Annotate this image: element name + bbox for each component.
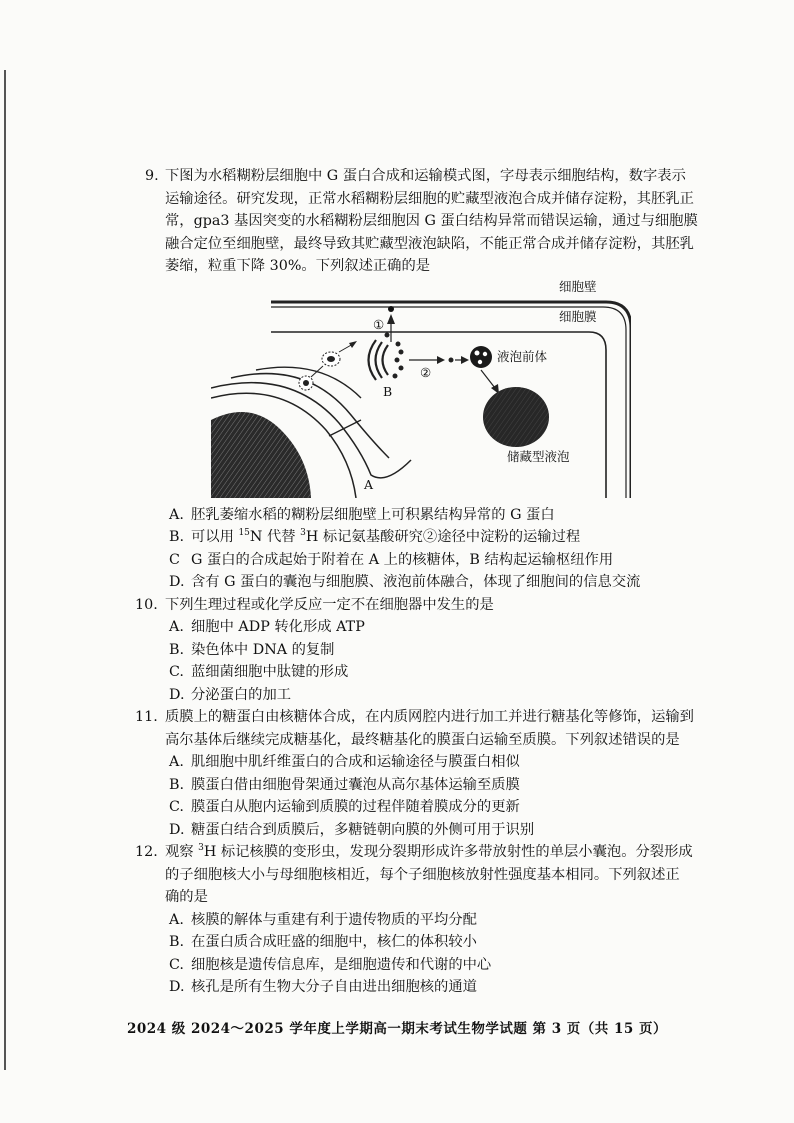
option-letter: B.: [169, 641, 185, 658]
option-letter: C: [169, 551, 180, 568]
option-letter: C.: [169, 956, 184, 973]
isotope-superscript: 3: [198, 843, 204, 854]
isotope-superscript: 15: [238, 528, 250, 539]
option-letter: B.: [169, 776, 185, 793]
option-text: 胚乳萎缩水稻的糊粉层细胞壁上可积累结构异常的 G 蛋白: [191, 506, 555, 523]
option-b: [165, 639, 705, 662]
option-text: 核膜的解体与重建有利于遗传物质的平均分配: [191, 911, 477, 928]
option-text: N 代替: [249, 529, 301, 545]
question-stem-line: 质膜上的糖蛋白由核糖体合成，在内质网腔内进行加工并进行糖基化等修饰，运输到: [165, 709, 694, 725]
question-stem-line: [165, 841, 705, 864]
question-number: 12.: [135, 844, 158, 860]
route-2-label: ②: [420, 364, 432, 380]
option-text: 膜蛋白从胞内运输到质膜的过程伴随着膜成分的更新: [191, 799, 520, 815]
option-text: 染色体中 DNA 的复制: [191, 641, 335, 658]
option-c: [165, 549, 705, 572]
option-text: G 蛋白的合成起始于附着在 A 上的核糖体，B 结构起运输枢纽作用: [191, 551, 614, 568]
vacuole-precursor-label: 液泡前体: [497, 348, 548, 364]
option-a: [165, 909, 705, 932]
option-a: [165, 751, 705, 774]
option-text: 分泌蛋白的加工: [191, 686, 292, 703]
page-footer: 2024 级 2024～2025 学年度上学期高一期末考试生物学试题 第 3 页（共 15 页）: [127, 1021, 667, 1037]
option-text: 核孔是所有生物大分子自由进出细胞核的通道: [191, 979, 477, 995]
option-text: 细胞核是遗传信息库，是细胞遗传和代谢的中心: [191, 956, 492, 973]
option-b: [165, 526, 705, 549]
option-b: [165, 931, 705, 954]
option-text: 可以用: [191, 529, 239, 545]
cell-diagram: [211, 280, 631, 498]
option-text: 细胞中 ADP 转化形成 ATP: [191, 619, 365, 635]
question-9: [145, 165, 705, 594]
question-stem-line: 的子细胞核大小与母细胞核相近，每个子细胞核放射性强度基本相同。下列叙述正: [165, 866, 680, 883]
option-text: 糖蛋白结合到质膜后，多糖链朝向膜的外侧可用于识别: [191, 821, 535, 838]
option-letter: C.: [169, 664, 184, 680]
question-stem-line: 常，gpa3 基因突变的水稻糊粉层细胞因 G 蛋白结构异常而错误运输，通过与细胞膜: [165, 213, 698, 229]
option-b: [165, 774, 705, 797]
option-a: [165, 616, 705, 639]
option-letter: B.: [169, 934, 185, 950]
option-d: [165, 819, 705, 842]
cell-membrane-label: 细胞膜: [559, 308, 597, 324]
option-letter: B.: [169, 529, 185, 545]
option-a: [165, 504, 705, 527]
question-stem-line: 运输途径。研究发现，正常水稻糊粉层细胞的贮藏型液泡合成并储存淀粉，其胚乳正: [165, 190, 694, 207]
question-stem-line: 确的是: [165, 889, 208, 905]
option-c: [165, 796, 705, 819]
option-text: H 标记氨基酸研究②途径中淀粉的运输过程: [305, 529, 581, 545]
question-stem-line: 下图为水稻糊粉层细胞中 G 蛋白合成和运输模式图，字母表示细胞结构，数字表示: [165, 168, 686, 184]
golgi-cisterna: [383, 345, 389, 375]
route-1-label: ①: [373, 316, 385, 332]
vacuole-precursor-shape: [470, 346, 492, 368]
scan-left-edge: [4, 70, 6, 1070]
option-d: [165, 684, 705, 707]
golgi-cisterna: [376, 342, 383, 378]
stem-text: H 标记核膜的变形虫，发现分裂期形成许多带放射性的单层小囊泡。分裂形成: [203, 844, 693, 860]
stem-text: 观察: [165, 844, 199, 860]
question-stem-line: 融合定位至细胞壁，最终导致其贮藏型液泡缺陷，不能正常合成并储存淀粉，其胚乳: [165, 235, 694, 252]
question-stem-line: 下列生理过程或化学反应一定不在细胞器中发生的是: [165, 596, 494, 613]
option-letter: D.: [169, 686, 185, 703]
option-c: [165, 661, 705, 684]
option-letter: A.: [169, 911, 184, 928]
option-text: 在蛋白质合成旺盛的细胞中，核仁的体积较小: [191, 934, 477, 950]
er-label: A: [364, 476, 374, 492]
option-letter: A.: [169, 754, 184, 770]
question-stem-line: 萎缩，粒重下降 30%。下列叙述正确的是: [165, 258, 431, 274]
option-c: [165, 954, 705, 977]
cell-wall-inner-line: [271, 307, 626, 498]
question-12: [135, 841, 705, 999]
option-letter: D.: [169, 821, 185, 838]
option-letter: C.: [169, 799, 184, 815]
exam-page: [135, 165, 705, 999]
option-text: 肌细胞中肌纤维蛋白的合成和运输途径与膜蛋白相似: [191, 754, 520, 770]
question-11: [135, 706, 705, 841]
option-letter: A.: [169, 619, 184, 635]
option-text: 膜蛋白借由细胞骨架通过囊泡从高尔基体运输至质膜: [191, 776, 520, 793]
option-text: 蓝细菌细胞中肽键的形成: [191, 664, 349, 680]
isotope-superscript: 3: [300, 528, 306, 539]
option-letter: A.: [169, 506, 184, 523]
question-10: [135, 594, 705, 707]
question-number: 10.: [135, 596, 158, 613]
question-number: 9.: [145, 168, 159, 184]
option-text: 含有 G 蛋白的囊泡与细胞膜、液泡前体融合，体现了细胞间的信息交流: [191, 574, 641, 590]
option-letter: D.: [169, 574, 185, 590]
option-d: [165, 571, 705, 594]
cell-wall-label: 细胞壁: [559, 278, 597, 294]
golgi-label: B: [383, 383, 393, 399]
option-letter: D.: [169, 979, 185, 995]
option-d: [165, 976, 705, 999]
vesicle-at-wall: [388, 306, 394, 312]
nucleus-shape: [211, 412, 311, 498]
storage-vacuole-label: 储藏型液泡: [507, 448, 570, 464]
question-stem-line: 高尔基体后继续完成糖基化，最终糖基化的膜蛋白运输至质膜。下列叙述错误的是: [165, 731, 680, 748]
question-number: 11.: [135, 709, 158, 725]
